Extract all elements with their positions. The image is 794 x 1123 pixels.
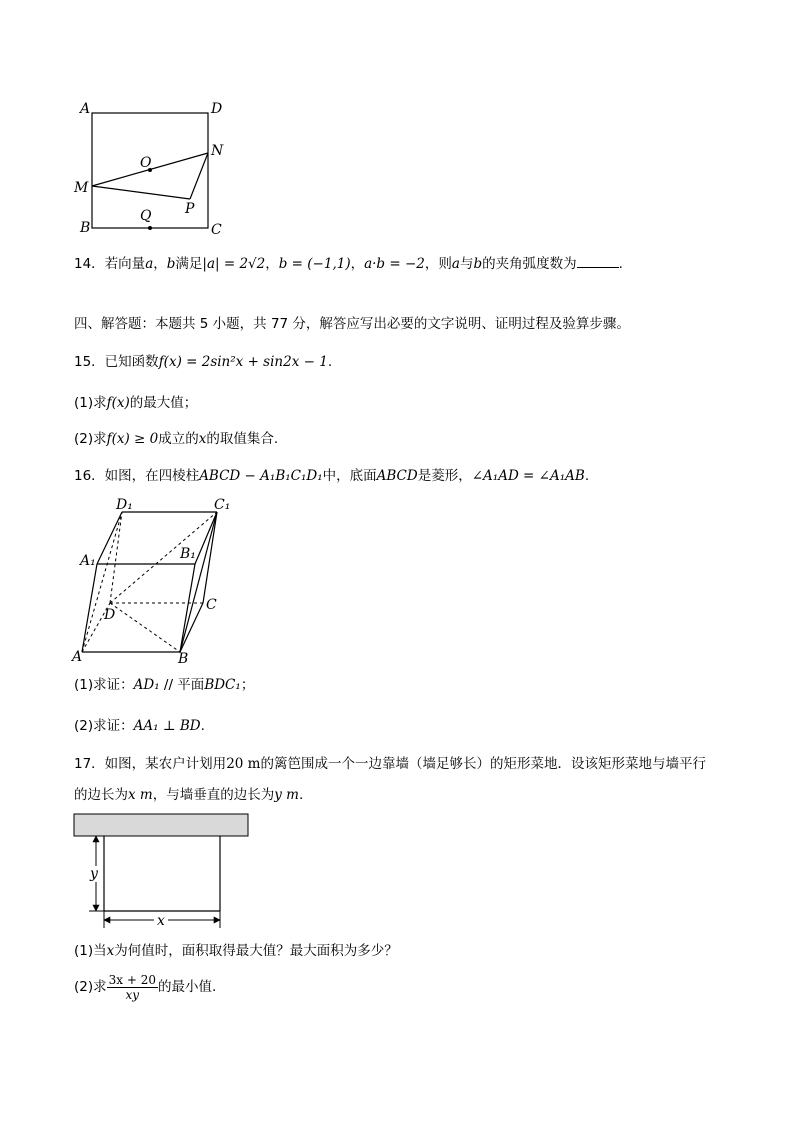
label-b1: B₁ bbox=[180, 546, 196, 562]
q17-x: x m bbox=[128, 787, 153, 803]
label-d: D bbox=[211, 101, 223, 117]
diag-ad1 bbox=[82, 512, 122, 652]
q17-p2-post: 的最小值. bbox=[157, 979, 217, 995]
q15-p2-x: x bbox=[198, 431, 207, 447]
q17-line2-mid: ，与墙垂直的边长为 bbox=[152, 787, 275, 803]
label-a1: A₁ bbox=[80, 553, 96, 569]
q14-answer-blank[interactable] bbox=[577, 255, 619, 268]
q16-p1-end: ； bbox=[240, 677, 255, 693]
label-c: C bbox=[211, 222, 222, 238]
q17-post: 的篱笆围成一个一边靠墙（墙足够长）的矩形菜地．设该矩形菜地与墙平行 bbox=[260, 756, 706, 772]
q14-text-then: ，则 bbox=[424, 256, 452, 272]
diag-bc1 bbox=[180, 512, 217, 652]
q14-dot-product: a·b = −2 bbox=[364, 256, 425, 272]
diag-dc1 bbox=[110, 512, 217, 603]
label-n: N bbox=[211, 143, 224, 159]
q16-stem: 16．如图，在四棱柱 bbox=[74, 468, 200, 484]
edge-bb1 bbox=[180, 564, 195, 652]
q16-p1-pre: (1)求证： bbox=[74, 677, 134, 693]
section-4-title: 四、解答题：本题共 5 小题，共 77 分，解答应写出必要的文字说明、证明过程及验算步骤。 bbox=[74, 316, 630, 332]
q15-p1-f: f(x) bbox=[106, 395, 130, 411]
question-14 bbox=[74, 254, 623, 274]
q14-vector-a-2: a bbox=[451, 256, 460, 272]
q16-p1-line: AD₁ bbox=[133, 677, 160, 693]
q17-part-2 bbox=[74, 972, 216, 1002]
label-c1: C₁ bbox=[214, 497, 231, 513]
segment-mp bbox=[92, 186, 190, 199]
edge-c1b1 bbox=[195, 512, 217, 564]
q15-part-2 bbox=[74, 429, 278, 449]
question-17-line-1 bbox=[74, 754, 706, 774]
label-m: M bbox=[74, 180, 89, 196]
q15-stem: 15．已知函数 bbox=[74, 354, 159, 370]
q16-p2-expr: AA₁ ⊥ BD bbox=[133, 718, 201, 734]
edge-aa1 bbox=[82, 564, 97, 652]
q16-base: ABCD bbox=[376, 468, 418, 484]
q14-vector-b-2: b bbox=[473, 256, 483, 272]
q14-text-and: 与 bbox=[459, 256, 474, 272]
label-b: B bbox=[178, 651, 189, 667]
q15-stem-end: . bbox=[327, 354, 333, 370]
square-figure bbox=[70, 95, 240, 240]
wall bbox=[74, 814, 248, 836]
diag-db bbox=[110, 603, 180, 652]
q16-part-2 bbox=[74, 716, 205, 736]
q17-part-1 bbox=[74, 941, 398, 961]
label-q: Q bbox=[140, 208, 152, 224]
q17-fraction bbox=[107, 973, 158, 1002]
q14-vector-b: b bbox=[166, 256, 176, 272]
label-x: x bbox=[157, 913, 165, 929]
q16-p2-end: . bbox=[200, 718, 205, 734]
q17-p1-pre: (1)当 bbox=[74, 943, 107, 959]
q16-stem-mid2: 是菱形， bbox=[417, 468, 472, 484]
q14-text: 若向量 bbox=[104, 256, 146, 272]
q14-norm: |a| = 2√2 bbox=[202, 256, 266, 272]
q17-line2-end: . bbox=[298, 787, 304, 803]
label-y: y bbox=[90, 866, 98, 882]
q16-stem-end: . bbox=[584, 468, 590, 484]
q14-sep-2: ， bbox=[265, 256, 279, 272]
q15-p1-post: 的最大值； bbox=[129, 395, 198, 411]
label-o: O bbox=[140, 155, 152, 171]
q17-p1-x: x bbox=[106, 943, 115, 959]
q17-pre: 17．如图，某农户计划用 bbox=[74, 756, 227, 772]
q14-text-angle: 的夹角弧度数为 bbox=[482, 256, 577, 272]
q16-p1-plane: BDC₁ bbox=[204, 677, 241, 693]
q16-part-1 bbox=[74, 675, 254, 695]
q14-text-satisfy: 满足 bbox=[175, 256, 203, 272]
point-q bbox=[148, 226, 152, 230]
q16-p1-mid: // 平面 bbox=[159, 677, 205, 693]
segment-pn bbox=[190, 153, 208, 199]
q16-p2-pre: (2)求证： bbox=[74, 718, 134, 734]
prism-figure bbox=[70, 495, 240, 670]
label-p: P bbox=[185, 201, 195, 217]
q14-end: . bbox=[618, 256, 623, 272]
garden-figure bbox=[72, 812, 257, 937]
q17-fraction-numerator: 3x + 20 bbox=[108, 972, 156, 987]
q17-length: 20 m bbox=[226, 756, 261, 772]
label-d1: D₁ bbox=[116, 497, 133, 513]
q17-p1-post: 为何值时，面积取得最大值？最大面积为多少？ bbox=[114, 943, 398, 959]
q14-sep: ， bbox=[153, 256, 167, 272]
q15-p2-mid: 成立的 bbox=[158, 431, 199, 447]
q15-formula: f(x) = 2sin²x + sin2x − 1 bbox=[158, 354, 328, 370]
q17-fraction-denominator: xy bbox=[125, 987, 140, 1002]
q17-p2-pre: (2)求 bbox=[74, 979, 107, 995]
q15-p1-pre: (1)求 bbox=[74, 395, 107, 411]
label-d: D bbox=[104, 607, 116, 623]
q16-prism: ABCD − A₁B₁C₁D₁ bbox=[199, 468, 323, 484]
label-a: A bbox=[80, 101, 91, 117]
q15-part-1 bbox=[74, 393, 197, 413]
q14-vector-a: a bbox=[145, 256, 154, 272]
label-a: A bbox=[72, 649, 83, 665]
question-15 bbox=[74, 352, 332, 372]
q14-sep-3: ， bbox=[350, 256, 365, 272]
q15-p2-pre: (2)求 bbox=[74, 431, 107, 447]
q17-y: y m bbox=[274, 787, 299, 803]
q16-stem-mid: 中，底面 bbox=[322, 468, 377, 484]
q17-line2-pre: 的边长为 bbox=[74, 787, 128, 803]
q15-p2-f: f(x) ≥ 0 bbox=[106, 431, 159, 447]
label-c: C bbox=[206, 597, 217, 613]
q14-b-value: b = (−1,1) bbox=[278, 256, 351, 272]
edge-d1a1 bbox=[97, 512, 122, 564]
label-b: B bbox=[80, 220, 91, 236]
q14-number: 14． bbox=[74, 256, 105, 272]
q15-p2-post: 的取值集合. bbox=[206, 431, 279, 447]
q16-angles: ∠A₁AD = ∠A₁AB bbox=[471, 468, 585, 484]
question-16 bbox=[74, 466, 589, 486]
question-17-line-2 bbox=[74, 785, 303, 805]
